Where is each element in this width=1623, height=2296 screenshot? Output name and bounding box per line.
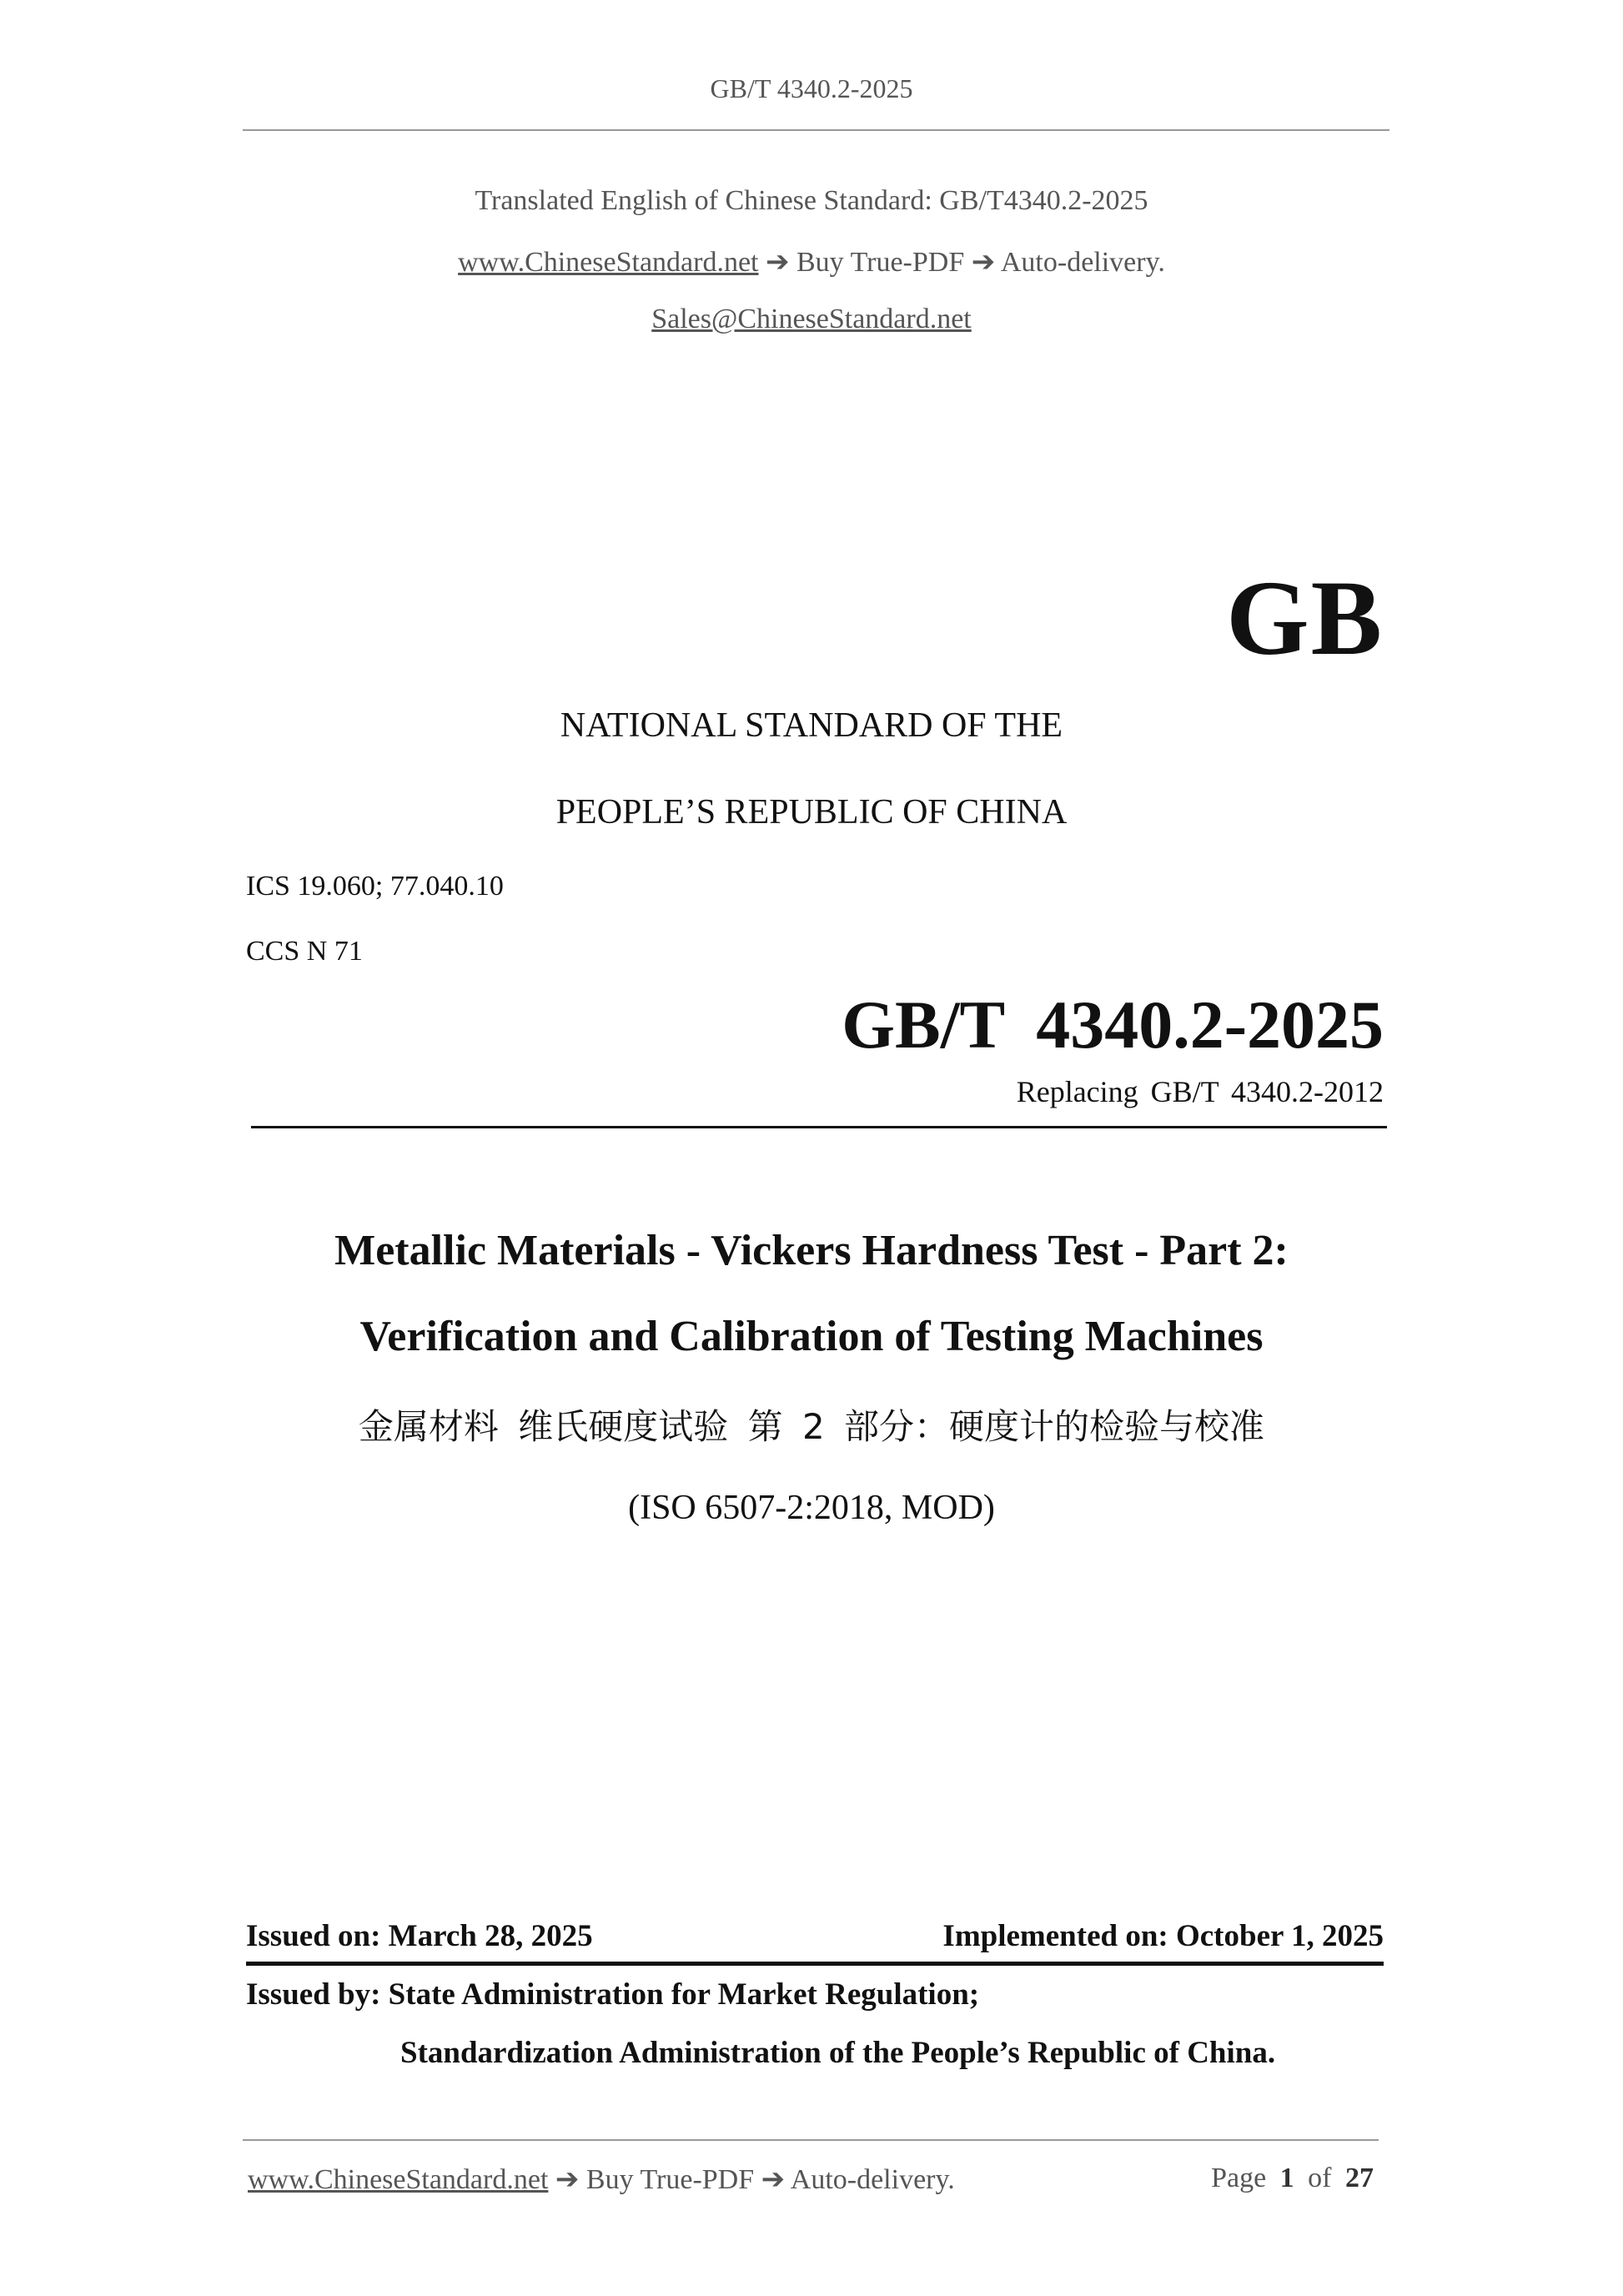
of-label: of: [1308, 2163, 1332, 2193]
issued-on-date: Issued on: March 28, 2025: [246, 1919, 593, 1953]
title-divider: [251, 1126, 1387, 1128]
standard-number: GB/T 4340.2-2025: [842, 987, 1384, 1063]
header-divider: [243, 129, 1389, 131]
buy-true-pdf-text: Buy True-PDF: [796, 247, 965, 278]
gb-mark: GB: [1226, 559, 1384, 677]
running-header: GB/T 4340.2-2025: [710, 73, 913, 103]
title-chinese: 金属材料 维氏硬度试验 第 2 部分：硬度计的检验与校准: [358, 1406, 1265, 1447]
iso-reference: (ISO 6507-2:2018, MOD): [628, 1489, 995, 1527]
page-total: 27: [1345, 2163, 1374, 2193]
arrow-icon: ➔: [761, 2164, 786, 2195]
title-english-line-1: Metallic Materials - Vickers Hardness Test - Part 2:: [334, 1227, 1289, 1274]
purchase-line: [0, 245, 1623, 279]
site-link[interactable]: www.ChineseStandard.net: [458, 247, 759, 278]
sales-email-line: [0, 304, 1623, 335]
page-number: 1: [1279, 2163, 1294, 2193]
translation-notice: Translated English of Chinese Standard: GB/T4340.2-2025: [475, 185, 1148, 216]
arrow-icon: ➔: [555, 2164, 580, 2195]
national-standard-line-2: PEOPLE’S REPUBLIC OF CHINA: [555, 793, 1068, 831]
issue-divider: [246, 1962, 1384, 1966]
national-standard-line-1: NATIONAL STANDARD OF THE: [560, 706, 1063, 745]
page-label: Page: [1211, 2163, 1267, 2193]
page-counter: [1211, 2163, 1374, 2194]
footer-divider: [243, 2139, 1379, 2141]
ics-code: ICS 19.060; 77.040.10: [246, 871, 504, 902]
title-english-line-2: Verification and Calibration of Testing Machines: [359, 1313, 1264, 1360]
ccs-code: CCS N 71: [246, 936, 363, 967]
footer-delivery-text: Auto-delivery.: [790, 2164, 955, 2195]
implemented-on-date: Implemented on: October 1, 2025: [942, 1919, 1384, 1953]
issued-by: Issued by: State Administration for Market Regulation;: [246, 1977, 980, 2012]
footer-buy-text: Buy True-PDF: [585, 2164, 755, 2195]
footer-purchase-line: [248, 2163, 955, 2196]
issued-by-second-authority: Standardization Administration of the People’s Republic of China.: [400, 2036, 1276, 2070]
sales-email-link[interactable]: Sales@ChineseStandard.net: [651, 304, 972, 334]
auto-delivery-text: Auto-delivery.: [1000, 247, 1165, 278]
arrow-icon: ➔: [766, 247, 790, 278]
arrow-icon: ➔: [971, 247, 996, 278]
footer-site-link[interactable]: www.ChineseStandard.net: [248, 2164, 549, 2195]
replacing-standard: Replacing GB/T 4340.2-2012: [1016, 1075, 1384, 1108]
